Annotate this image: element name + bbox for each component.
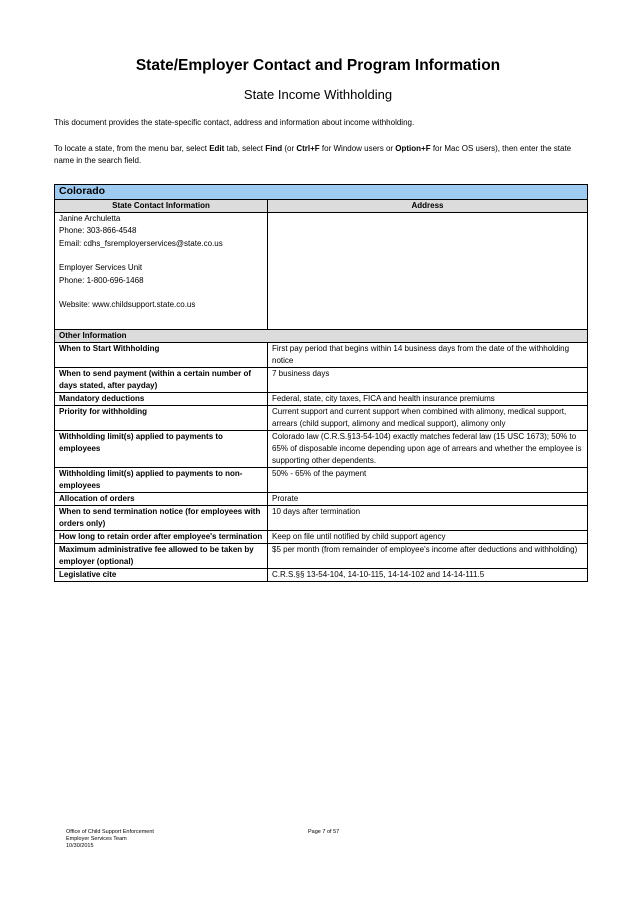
info-row bbox=[55, 343, 588, 368]
instructions-ctrlf-keyword: Ctrl+F bbox=[296, 144, 320, 153]
footer-page-number: Page 7 of 57 bbox=[308, 829, 340, 835]
info-row-value: Keep on file until notified by child support agency bbox=[268, 531, 588, 544]
state-name: Colorado bbox=[55, 185, 588, 200]
address-column-header: Address bbox=[268, 200, 588, 213]
info-row-label: Withholding limit(s) applied to payments to non-employees bbox=[55, 468, 268, 493]
intro-paragraph: This document provides the state-specific contact, address and information about income withholding. bbox=[54, 118, 415, 127]
info-row-value: Federal, state, city taxes, FICA and health insurance premiums bbox=[268, 393, 588, 406]
contact-website: Website: www.childsupport.state.co.us bbox=[59, 300, 196, 310]
info-row-label: When to Start Withholding bbox=[55, 343, 268, 368]
instructions-optionf-keyword: Option+F bbox=[395, 144, 431, 153]
instructions-text: (or bbox=[282, 144, 297, 153]
info-row bbox=[55, 393, 588, 406]
address-cell bbox=[268, 213, 588, 330]
info-row-label: When to send termination notice (for employees with orders only) bbox=[55, 506, 268, 531]
info-row bbox=[55, 406, 588, 431]
info-row-value: Prorate bbox=[268, 493, 588, 506]
contact-phone: Phone: 303-866-4548 bbox=[59, 226, 137, 236]
info-row-label: Mandatory deductions bbox=[55, 393, 268, 406]
contact-unit-phone: Phone: 1-800-696-1468 bbox=[59, 275, 144, 285]
info-row-value: Current support and current support when combined with alimony, medical support, arrears (child support, alimony and medical support), alimony only bbox=[268, 406, 588, 431]
info-row-label: Maximum administrative fee allowed to be taken by employer (optional) bbox=[55, 544, 268, 569]
instructions-find-keyword: Find bbox=[265, 144, 283, 153]
instructions-text: for Mac OS users), then enter the state name in the search field. bbox=[54, 144, 572, 165]
instructions-edit-keyword: Edit bbox=[209, 144, 225, 153]
footer-date: 10/30/2015 bbox=[66, 843, 94, 849]
instructions-text: To locate a state, from the menu bar, select bbox=[54, 144, 210, 153]
info-row-value: First pay period that begins within 14 business days from the date of the withholding notice bbox=[268, 343, 588, 368]
footer-office: Office of Child Support Enforcement bbox=[66, 829, 154, 835]
info-row bbox=[55, 531, 588, 544]
info-row bbox=[55, 368, 588, 393]
info-row-label: Legislative cite bbox=[55, 569, 268, 582]
footer-team: Employer Services Team bbox=[66, 836, 127, 842]
info-row-label: Allocation of orders bbox=[55, 493, 268, 506]
page-subtitle: State Income Withholding bbox=[243, 87, 393, 102]
info-row bbox=[55, 506, 588, 531]
info-row bbox=[55, 431, 588, 468]
spacer bbox=[59, 287, 263, 299]
other-info-header-row bbox=[55, 330, 588, 343]
info-row bbox=[55, 569, 588, 582]
info-row bbox=[55, 493, 588, 506]
column-header-row bbox=[55, 200, 588, 213]
info-row bbox=[55, 544, 588, 569]
info-row-label: When to send payment (within a certain number of days stated, after payday) bbox=[55, 368, 268, 393]
state-info-table bbox=[54, 184, 588, 582]
contact-row bbox=[55, 213, 588, 330]
instructions-text: for Window users or bbox=[319, 144, 396, 153]
instructions-text: tab, select bbox=[224, 144, 266, 153]
contact-email: Email: cdhs_fsremployerservices@state.co.us bbox=[59, 238, 223, 248]
info-row-label: Withholding limit(s) applied to payments to employees bbox=[55, 431, 268, 468]
info-row-value: 50% - 65% of the payment bbox=[268, 468, 588, 493]
instructions-paragraph bbox=[54, 143, 584, 167]
info-row-value: 10 days after termination bbox=[268, 506, 588, 531]
page-title: State/Employer Contact and Program Information bbox=[135, 57, 501, 74]
footer-office-info bbox=[66, 829, 154, 850]
contact-column-header: State Contact Information bbox=[55, 200, 268, 213]
info-row-label: Priority for withholding bbox=[55, 406, 268, 431]
info-row-value: C.R.S.§§ 13-54-104, 14-10-115, 14-14-102 and 14-14-111.5 bbox=[268, 569, 588, 582]
contact-cell bbox=[55, 213, 268, 330]
info-row-value: 7 business days bbox=[268, 368, 588, 393]
info-row bbox=[55, 468, 588, 493]
info-row-label: How long to retain order after employee's termination bbox=[55, 531, 268, 544]
contact-name: Janine Archuletta bbox=[59, 214, 121, 223]
other-info-header: Other Information bbox=[55, 330, 588, 343]
state-header-row bbox=[55, 185, 588, 200]
info-row-value: Colorado law (C.R.S.§13-54-104) exactly matches federal law (15 USC 1673); 50% to 65% of disposable income depending upon age of arrears and whether the employee is supporting other dependents. bbox=[268, 431, 588, 468]
info-row-value: $5 per month (from remainder of employee's income after deductions and withholding) bbox=[268, 544, 588, 569]
spacer bbox=[59, 250, 263, 262]
contact-unit: Employer Services Unit bbox=[59, 263, 143, 273]
